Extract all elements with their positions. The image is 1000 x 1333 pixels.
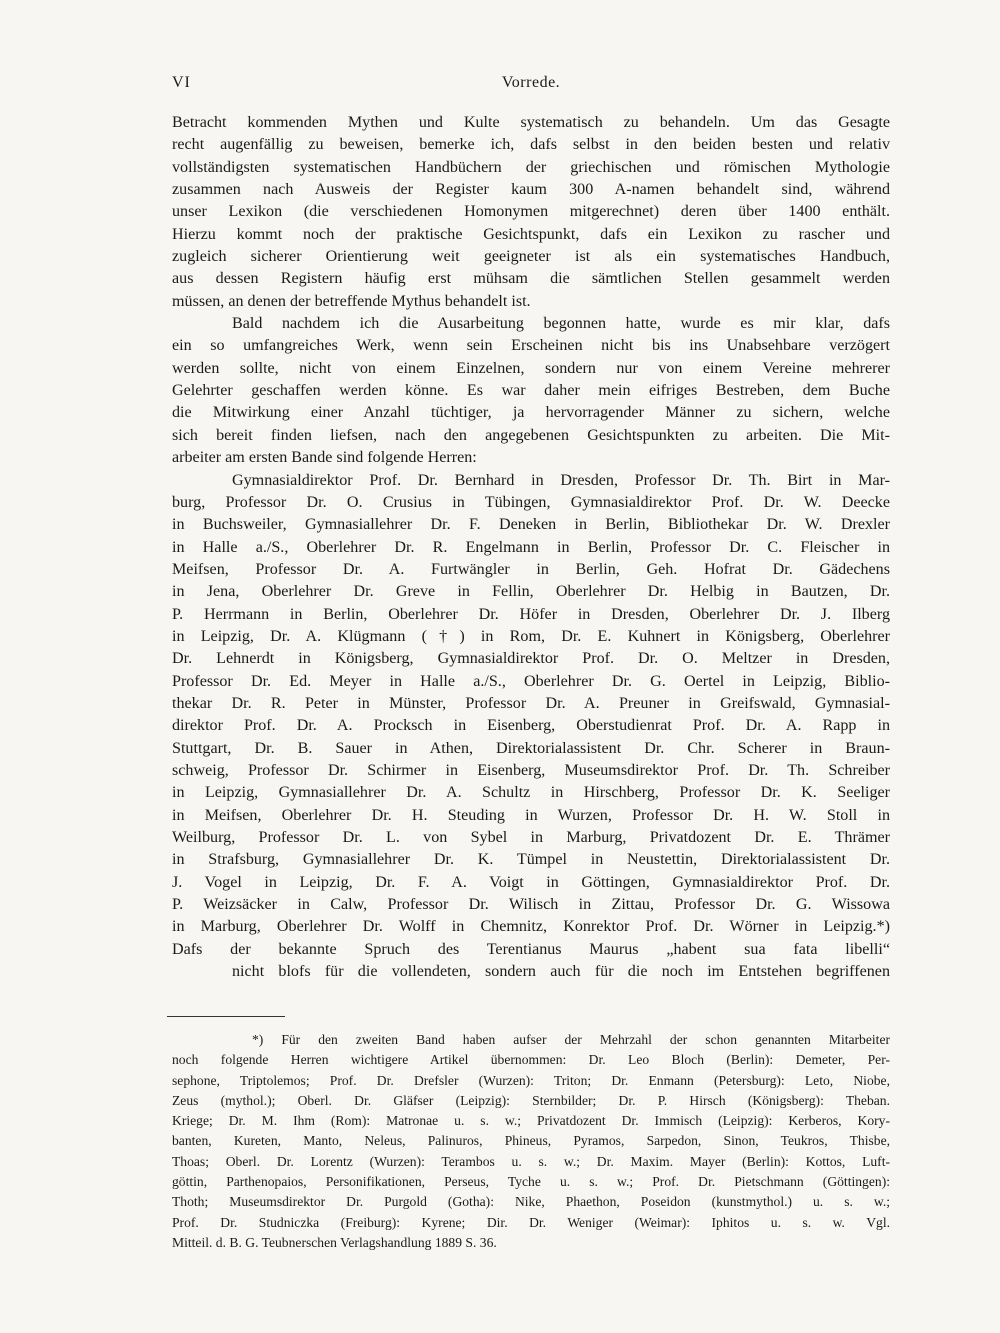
text-line: müssen, an denen der betreffende Mythus behandelt ist. <box>172 292 531 310</box>
text-line: Dafs der bekannte Spruch des Terentianus Maurus „habent sua fata libelli“ <box>172 940 890 958</box>
text-line: burg, Professor Dr. O. Crusius in Tübingen, Gymnasialdirektor Prof. Dr. W. Deecke <box>172 493 890 511</box>
text-line: nicht blofs für die vollendeten, sondern auch für die noch im Entstehen begriffenen <box>232 963 890 981</box>
footnote-line: Thoas; Oberl. Dr. Lorentz (Wurzen): Terambos u. s. w.; Dr. Maxim. Mayer (Berlin): Kottos, Luft- <box>172 1153 890 1169</box>
text-line: Gelehrter geschaffen werden könne. Es war daher mein eifriges Bestreben, dem Buche <box>172 382 890 400</box>
text-line: Stuttgart, Dr. B. Sauer in Athen, Direktorialassistent Dr. Chr. Scherer in Braun- <box>172 739 890 757</box>
footnote-line: göttin, Parthenopaios, Personifikationen, Perseus, Tyche u. s. w.; Prof. Dr. Pietschmann (Göttingen): <box>172 1174 890 1190</box>
page-header <box>172 74 890 98</box>
text-line: Weilburg, Professor Dr. L. von Sybel in Marburg, Privatdozent Dr. E. Thrämer <box>172 829 890 846</box>
text-line: in Strafsburg, Gymnasiallehrer Dr. K. Tümpel in Neustettin, Direktorialassistent Dr. <box>172 851 890 869</box>
text-line: zusammen nach Ausweis der Register kaum 300 A-namen behandelt sind, während <box>172 181 890 199</box>
main-text <box>172 112 890 983</box>
text-line: Dr. Lehnerdt in Königsberg, Gymnasialdirektor Prof. Dr. O. Meltzer in Dresden, <box>172 650 890 668</box>
text-line: zugleich sicherer Orientierung weit geeigneter ist als ein systematisches Handbuch, <box>172 248 890 266</box>
footnote-rule <box>167 1016 285 1017</box>
running-title: Vorrede. <box>501 74 561 91</box>
text-line: werden sollte, nicht von einem Einzelnen, sondern nur von einem Vereine mehrerer <box>172 359 890 377</box>
page-number: VI <box>172 74 191 91</box>
text-line: unser Lexikon (die verschiedenen Homonymen mitgerechnet) deren über 1400 enthält. <box>172 203 890 221</box>
text-line: arbeiter am ersten Bande sind folgende Herren: <box>172 449 477 467</box>
text-line: thekar Dr. R. Peter in Münster, Professor Dr. A. Preuner in Greifswald, Gymnasial- <box>172 694 890 712</box>
text-line: ein so umfangreiches Werk, wenn sein Erscheinen nicht bis ins Unabsehbare verzögert <box>172 337 890 355</box>
text-line: in Meifsen, Oberlehrer Dr. H. Steuding in Wurzen, Professor Dr. H. W. Stoll in <box>172 806 890 824</box>
text-line: in Leipzig, Dr. A. Klügmann (†) in Rom, Dr. E. Kuhnert in Königsberg, Oberlehrer <box>172 627 890 645</box>
text-line: Meifsen, Professor Dr. A. Furtwängler in Berlin, Geh. Hofrat Dr. Gädechens <box>172 560 890 578</box>
text-line: vollständigsten systematischen Handbüchern der griechischen und römischen Mythologie <box>172 158 890 176</box>
footnote-line: Prof. Dr. Studniczka (Freiburg): Kyrene; Dir. Dr. Weniger (Weimar): Iphitos u. s. w. Vgl. <box>172 1214 890 1230</box>
text-line: aus dessen Registern häufig erst mühsam die sämtlichen Stellen gesammelt werden <box>172 270 890 288</box>
text-line: Professor Dr. Ed. Meyer in Halle a./S., Oberlehrer Dr. G. Oertel in Leipzig, Biblio- <box>172 672 890 690</box>
text-line: Betracht kommenden Mythen und Kulte systematisch zu behandeln. Um das Gesagte <box>172 114 890 131</box>
text-line: in Jena, Oberlehrer Dr. Greve in Fellin, Oberlehrer Dr. Helbig in Bautzen, Dr. <box>172 583 890 601</box>
text-line: P. Weizsäcker in Calw, Professor Dr. Wilisch in Zittau, Professor Dr. G. Wissowa <box>172 896 890 914</box>
footnote <box>172 1030 890 1253</box>
text-line: in Buchsweiler, Gymnasiallehrer Dr. F. Deneken in Berlin, Bibliothekar Dr. W. Drexler <box>172 516 890 534</box>
footnote-line: Zeus (mythol.); Oberl. Dr. Gläfser (Leipzig): Sternbilder; Dr. P. Hirsch (Königsberg): Theban. <box>172 1092 890 1108</box>
text-line: die Mitwirkung einer Anzahl tüchtiger, ja hervorragender Männer zu sichern, welche <box>172 404 890 422</box>
footnote-line: Kriege; Dr. M. Ihm (Rom): Matronae u. s. w.; Privatdozent Dr. Immisch (Leipzig): Kerberos, Kory- <box>172 1113 890 1129</box>
footnote-line: Thoth; Museumsdirektor Dr. Purgold (Gotha): Nike, Phaethon, Poseidon (kunstmythol.) u. s. w.; <box>172 1194 890 1210</box>
text-line: Bald nachdem ich die Ausarbeitung begonnen hatte, wurde es mir klar, dafs <box>232 315 890 333</box>
text-line: direktor Prof. Dr. A. Procksch in Eisenberg, Oberstudienrat Prof. Dr. A. Rapp in <box>172 717 890 735</box>
text-line: J. Vogel in Leipzig, Dr. F. A. Voigt in Göttingen, Gymnasialdirektor Prof. Dr. <box>172 873 890 891</box>
footnote-line: Mitteil. d. B. G. Teubnerschen Verlagshandlung 1889 S. 36. <box>172 1234 497 1250</box>
text-line: Gymnasialdirektor Prof. Dr. Bernhard in Dresden, Professor Dr. Th. Birt in Mar- <box>232 471 890 489</box>
footnote-line: sephone, Triptolemos; Prof. Dr. Drefsler (Wurzen): Triton; Dr. Enmann (Petersburg): Leto, Niobe, <box>172 1072 890 1088</box>
text-line: in Halle a./S., Oberlehrer Dr. R. Engelmann in Berlin, Professor Dr. C. Fleischer in <box>172 538 890 556</box>
text-line: in Marburg, Oberlehrer Dr. Wolff in Chemnitz, Konrektor Prof. Dr. Wörner in Leipzig.*) <box>172 918 890 936</box>
footnote-line: noch folgende Herren wichtigere Artikel übernommen: Dr. Leo Bloch (Berlin): Demeter, Per- <box>172 1052 890 1068</box>
footnote-line: *) Für den zweiten Band haben aufser der Mehrzahl der schon genannten Mitarbeiter <box>252 1032 890 1047</box>
footnote-line: banten, Kureten, Manto, Neleus, Palinuros, Phineus, Pyramos, Sarpedon, Sinon, Teukros, Thisbe, <box>172 1133 890 1149</box>
text-line: Hierzu kommt noch der praktische Gesichtspunkt, dafs ein Lexikon zu rascher und <box>172 225 890 243</box>
text-line: in Leipzig, Gymnasiallehrer Dr. A. Schultz in Hirschberg, Professor Dr. K. Seeliger <box>172 784 890 802</box>
text-line: schweig, Professor Dr. Schirmer in Eisenberg, Museumsdirektor Prof. Dr. Th. Schreiber <box>172 761 890 779</box>
text-line: P. Herrmann in Berlin, Oberlehrer Dr. Höfer in Dresden, Oberlehrer Dr. J. Ilberg <box>172 605 890 623</box>
text-line: sich bereit finden liefsen, nach den angegebenen Gesichtspunkten zu arbeiten. Die Mit- <box>172 426 890 444</box>
text-line: recht augenfällig zu beweisen, bemerke ich, dafs selbst in den beiden besten und relativ <box>172 136 890 154</box>
